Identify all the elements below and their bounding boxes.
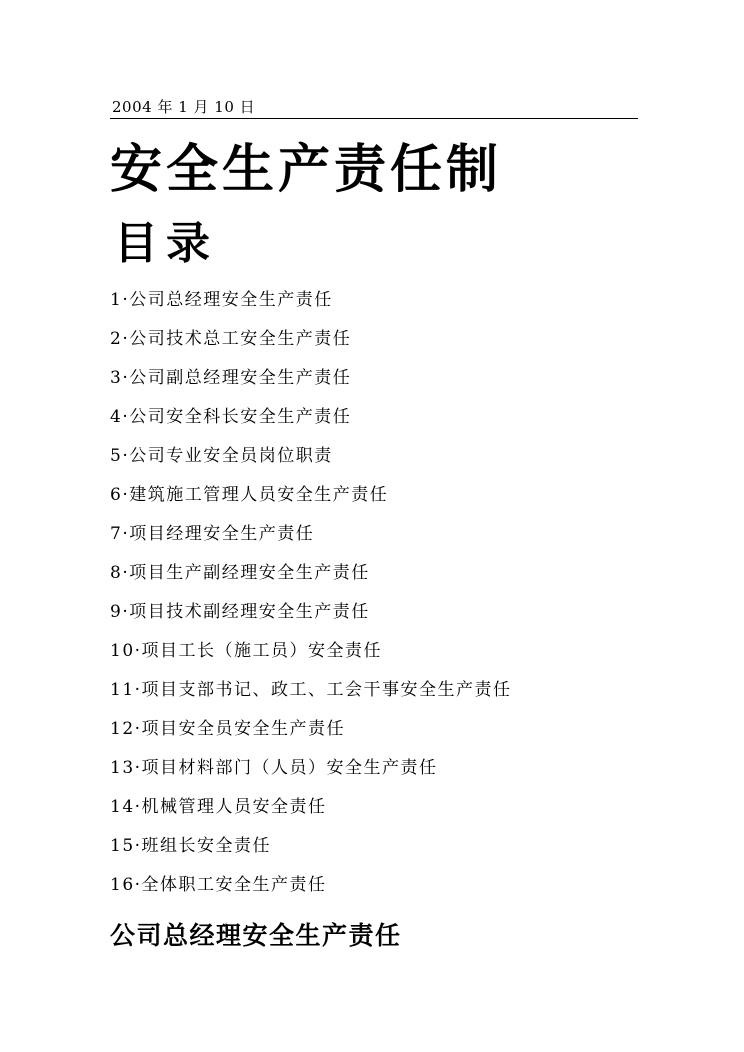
toc-item: 3·公司副总经理安全生产责任 (110, 368, 352, 388)
toc-item: 15·班组长安全责任 (110, 836, 272, 856)
section-heading: 公司总经理安全生产责任 (110, 921, 402, 950)
toc-item: 16·全体职工安全生产责任 (110, 875, 327, 895)
toc-item: 1·公司总经理安全生产责任 (110, 290, 333, 310)
toc-item: 7·项目经理安全生产责任 (110, 524, 315, 544)
toc-item: 2·公司技术总工安全生产责任 (110, 329, 352, 349)
header-date: 2004 年 1 月 10 日 (112, 98, 256, 116)
document-title: 安全生产责任制 (110, 140, 503, 200)
toc-item: 13·项目材料部门（人员）安全生产责任 (110, 758, 438, 778)
toc-item: 14·机械管理人员安全责任 (110, 797, 327, 817)
toc-item: 4·公司安全科长安全生产责任 (110, 407, 352, 427)
toc-list (110, 289, 512, 913)
toc-item: 5·公司专业安全员岗位职责 (110, 446, 333, 466)
toc-heading: 目录 (114, 218, 218, 269)
header-divider (110, 118, 638, 119)
toc-item: 12·项目安全员安全生产责任 (110, 719, 346, 739)
toc-item: 10·项目工长（施工员）安全责任 (110, 641, 383, 661)
toc-item: 11·项目支部书记、政工、工会干事安全生产责任 (110, 680, 512, 700)
toc-item: 6·建筑施工管理人员安全生产责任 (110, 485, 389, 505)
toc-item: 8·项目生产副经理安全生产责任 (110, 563, 370, 583)
toc-item: 9·项目技术副经理安全生产责任 (110, 602, 370, 622)
